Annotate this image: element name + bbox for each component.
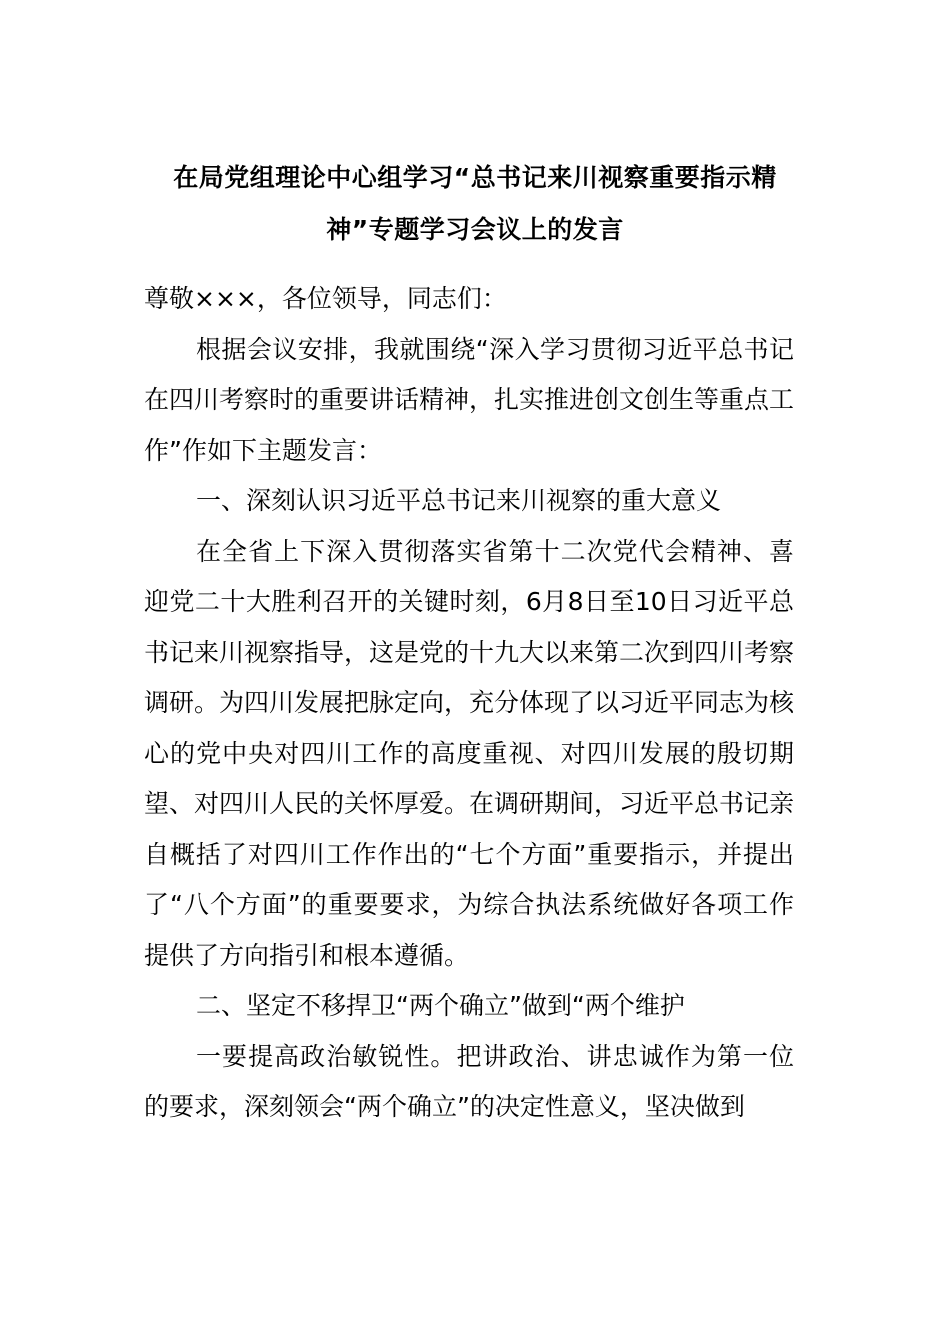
- section-2-paragraph: 一要提高政治敏锐性。把讲政治、讲忠诚作为第一位的要求，深刻领会“两个确立”的决定性意义，坚决做到: [144, 1041, 794, 1121]
- title-line-2: 神”专题学习会议上的发言: [326, 215, 624, 244]
- section-1-paragraph: 在全省上下深入贯彻落实省第十二次党代会精神、喜迎党二十大胜利召开的关键时刻，6月8日至10日习近平总书记来川视察指导，这是党的十九大以来第二次到四川考察调研。为四川发展把脉定向，充分体现了以习近平同志为核心的党中央对四川工作的高度重视、对四川发展的殷切期望、对四川人民的关怀厚爱。在调研期间，习近平总书记亲自概括了对四川工作作出的“七个方面”重要指示，并提出了“八个方面”的重要要求，为综合执法系统做好各项工作提供了方向指引和根本遵循。: [144, 536, 795, 970]
- title-line-1: 在局党组理论中心组学习“总书记来川视察重要指示精: [173, 163, 777, 192]
- salutation: 尊敬×××，各位领导，同志们：: [144, 284, 507, 313]
- intro-paragraph: 根据会议安排，我就围绕“深入学习贯彻习近平总书记在四川考察时的重要讲话精神，扎实推进创文创生等重点工作”作如下主题发言：: [144, 334, 795, 465]
- document-body: [144, 274, 794, 1133]
- section-heading-2: 二、坚定不移捍卫“两个确立”做到“两个维护: [196, 991, 685, 1020]
- section-heading-1: 一、深刻认识习近平总书记来川视察的重大意义: [196, 486, 722, 515]
- document-title: [150, 152, 800, 256]
